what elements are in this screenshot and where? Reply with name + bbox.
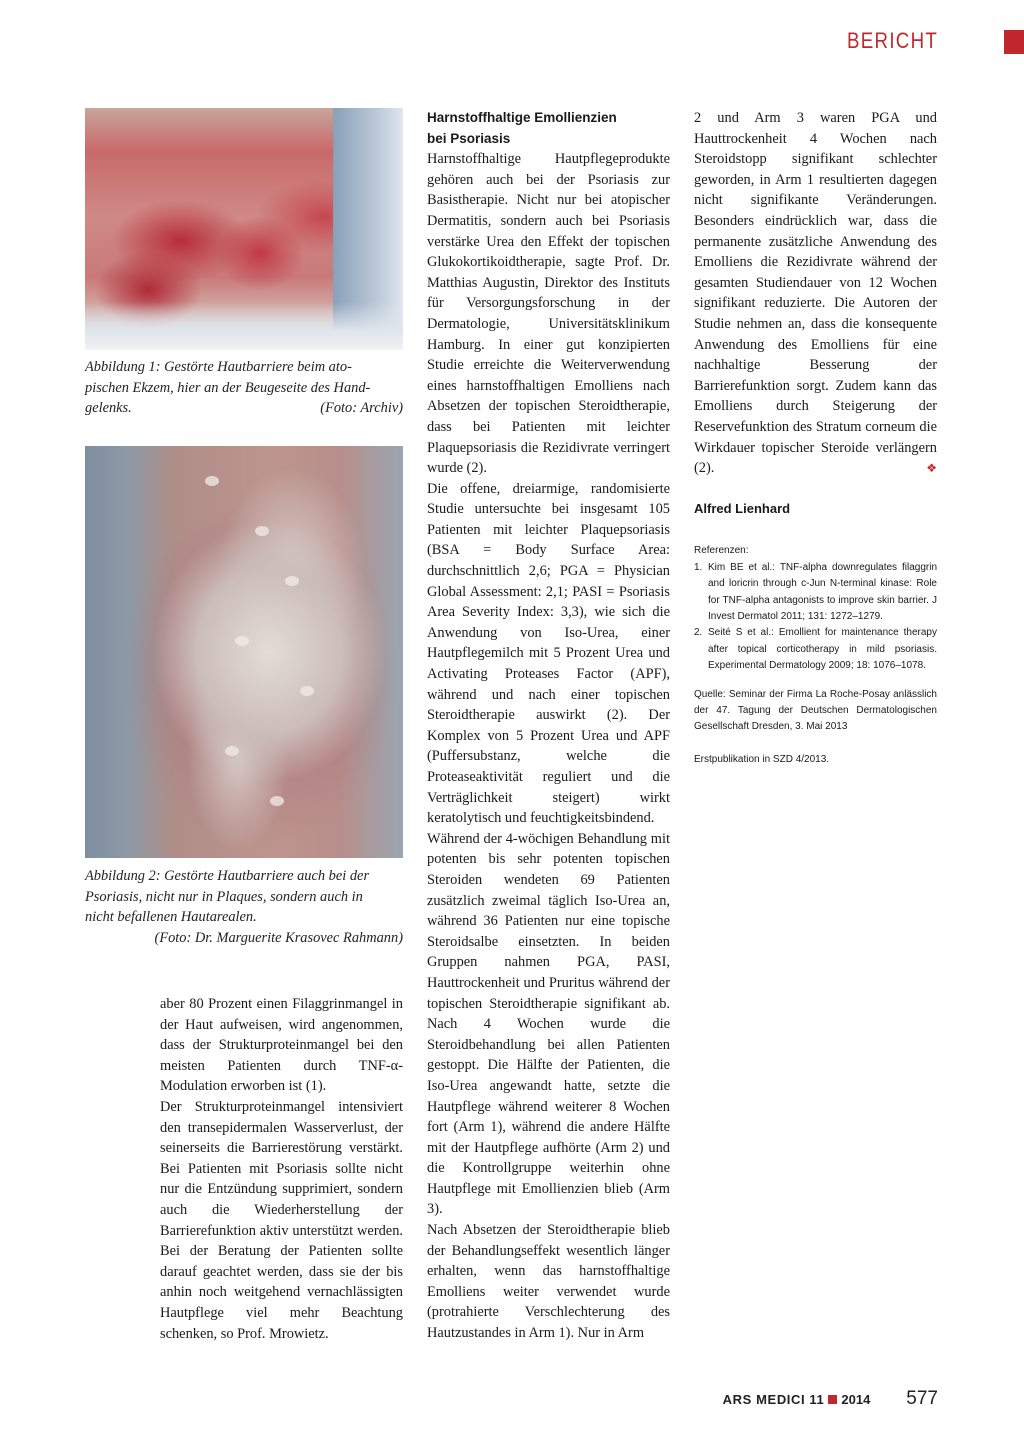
figure-2-lesion <box>205 476 219 486</box>
right-paragraph-1-text: 2 und Arm 3 waren PGA und Hauttrockenheit 4 Wochen nach Steroidstopp signifikant schlechter geworden, in Arm 1 resultierten dagegen nicht signifikante Veränderungen. Besonders eindrücklich war, dass die permanente zusätzliche Anwendung des Emolliens die Rezidivrate während der gesamten Studiendauer von 12 Wochen signifikant reduzierte. Die Autoren der Studie nehmen an, dass die konsequente Anwendung des Emolliens für eine nachhaltige Besserung der Barrierefunktion sorgt. Zudem kann das Emolliens durch Steigerung der Reservefunktion des Stratum corneum die Wirkdauer topischer Steroide verlängern (2). <box>694 110 937 477</box>
page-footer <box>723 1388 938 1410</box>
section-label: BERICHT <box>846 28 938 53</box>
author-name: Alfred Lienhard <box>694 500 791 516</box>
left-paragraph-2: Der Strukturproteinmangel intensiviert den transepidermalen Wasserverlust, der seinerseits die Barrierestörung verstärkt. Bei Patienten mit Psoriasis sollte nicht nur die Entzündung supprimiert, sondern auch die Wiederherstellung der Barrierefunktion aktiv unterstützt werden. Bei der Beratung der Patienten sollte darauf geachtet werden, dass sie der bis anhin noch weitgehend vernachlässigten Hautpflege viel mehr Beachtung schenken, so Prof. Mrowietz. <box>160 1098 403 1342</box>
journal-name: ARS MEDICI 11 <box>722 1392 825 1407</box>
reference-text: Kim BE et al.: TNF-alpha downregulates filaggrin and loricrin through c-Jun N-terminal kinase: Role for TNF-alpha antagonists to improve skin barrier. J Invest Dermatol 2011; 131: 1272–1279. <box>708 561 937 622</box>
figure-2-caption-line-2: Psoriasis, nicht nur in Plaques, sondern auch in <box>85 888 363 905</box>
middle-column <box>427 108 670 1344</box>
first-publication-note: Erstpublikation in SZD 4/2013. <box>694 753 830 765</box>
middle-paragraph-2: Die offene, dreiarmige, randomisierte Studie untersuchte bei insgesamt 105 Patienten mit leichter Plaquepsoriasis (BSA = Body Surface Area: durchschnittlich 2,6; PGA = Physician Global Assessment: 2,1; PASI = Psoriasis Area Severity Index: 3,3), wie sich die Anwendung von Iso-Urea, einer Hautpflegemilch mit 5 Prozent Urea und Activating Proteases Factor (APF), während und nach einer topischen Steroidtherapie auswirkt (2). Der Komplex von 5 Prozent Urea und APF (Puffersubstanz, welche die Proteaseaktivität reguliert und die Verträglichkeit steigert) wirkt keratolytisch und feuchtigkeitsbindend. <box>427 480 670 827</box>
subheading-line-2: bei Psoriasis <box>427 130 511 146</box>
subheading <box>427 108 670 149</box>
middle-paragraph-3: Während der 4-wöchigen Behandlung mit potenten bis sehr potenten topischen Steroiden wendeten 69 Patienten zusätzlich zweimal täglich Iso-Urea an, während 36 Patienten nur eine topische Steroidsalbe einsetzten. In beiden Gruppen nahmen PGA, PASI, Hauttrockenheit und Pruritus während der topischen Steroidtherapie signifikant ab. Nach 4 Wochen wurde die Steroidbehandlung bei allen Patienten gestoppt. Die Hälfte der Patienten, die Iso-Urea angewandt hatte, setzte die Hautpflege während weiterer 8 Wochen fort (Arm 1), während die andere Hälfte mit der Hautpflege aufhörte (Arm 2) und die Kontrollgruppe weiterhin ohne Hautpflege mit Emollienzien blieb (Arm 3). <box>427 830 670 1218</box>
figure-2-caption-line-3: nicht befallenen Hautarealen. <box>85 909 257 926</box>
right-paragraph-1 <box>694 108 937 479</box>
references <box>694 543 937 768</box>
section-marker-bar <box>1004 30 1024 54</box>
reference-number: 2. <box>694 627 703 639</box>
figure-2-lesion <box>285 576 299 586</box>
journal-year: 2014 <box>841 1392 871 1407</box>
figure-1-credit: (Foto: Archiv) <box>320 400 403 417</box>
reference-text: Seité S et al.: Emollient for maintenance therapy after topical corticotherapy in mild psoriasis. Experimental Dermatology 2009; 18: 1076–1078. <box>708 627 937 672</box>
figure-1-caption-line-1: Abbildung 1: Gestörte Hautbarriere beim ato- <box>85 359 352 375</box>
figure-2-lesion <box>255 526 269 536</box>
figure-2-caption <box>85 866 403 948</box>
reference-item <box>694 625 937 674</box>
article-end-mark: ❖ <box>926 461 937 476</box>
figure-2-lesion <box>270 796 284 806</box>
figure-2-lesion <box>235 636 249 646</box>
figure-1-background <box>85 302 403 350</box>
reference-item <box>694 560 937 626</box>
footer-square-marker <box>828 1395 837 1404</box>
figure-1-caption-line-2: pischen Ekzem, hier an der Beugeseite des Hand- <box>85 379 371 396</box>
figure-2-credit: (Foto: Dr. Marguerite Krasovec Rahmann) <box>154 929 403 946</box>
references-list <box>694 560 937 675</box>
reference-number: 1. <box>694 561 703 573</box>
page-number: 577 <box>906 1388 938 1409</box>
figure-1-caption <box>85 357 403 419</box>
figure-2-caption-line-1: Abbildung 2: Gestörte Hautbarriere auch bei der <box>85 868 370 884</box>
left-paragraph-1: aber 80 Prozent einen Filaggrinmangel in der Haut aufweisen, wird angenommen, dass der Strukturproteinmangel bei den meisten Patienten durch TNF-α-Modulation erworben ist (1). <box>160 996 403 1095</box>
figure-1-caption-line-3: gelenks. <box>85 400 132 417</box>
figure-2-lesion <box>225 746 239 756</box>
figure-1-photo <box>85 108 403 350</box>
left-column <box>160 994 403 1344</box>
subheading-line-1: Harnstoffhaltige Emollienzien <box>427 110 617 125</box>
source-note: Quelle: Seminar der Firma La Roche-Posay anlässlich der 47. Tagung der Deutschen Dermatologischen Gesellschaft Dresden, 3. Mai 2013 <box>694 688 937 733</box>
middle-paragraph-1: Harnstoffhaltige Hautpflegeprodukte gehören auch bei der Psoriasis zur Basistherapie. Nicht nur bei atopischer Dermatitis, sondern auch bei Psoriasis verstärke Urea den Effekt der topischen Glukokortikoidtherapie, sagte Prof. Dr. Matthias Augustin, Direktor des Instituts für Versorgungsforschung in der Dermatologie, Universitätsklinikum Hamburg. In einer gut konzipierten Studie erreichte die Weiterverwendung eines harnstoffhaltigen Emolliens nach Absetzen der topischen Steroidtherapie, dass bei Patienten mit leichter Plaquepsoriasis die Rezidivrate verringert wurde (2). <box>427 151 670 477</box>
figure-2-photo <box>85 446 403 858</box>
references-title: Referenzen: <box>694 545 749 557</box>
figure-2-lesion <box>300 686 314 696</box>
right-column <box>694 108 937 768</box>
middle-paragraph-4: Nach Absetzen der Steroidtherapie blieb der Behandlungseffekt wesentlich länger erhalten, wenn das harnstoffhaltige Emolliens weiter verwendet wurde (protrahierte Verschlechterung des Hautzustandes in Arm 1). Nur in Arm <box>427 1222 670 1342</box>
